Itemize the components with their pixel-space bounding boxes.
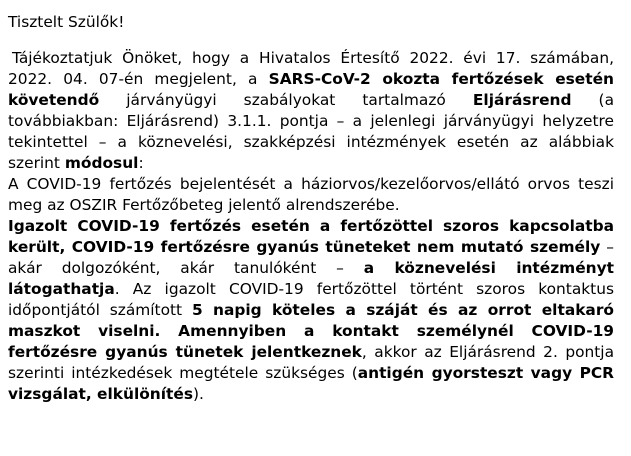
p3-bold-4: antigén gyorsteszt vagy PCR vizsgálat, elkülönítés [8, 364, 614, 403]
document-body [8, 0, 614, 405]
p3-text-3: , akkor az Eljárásrend 2. pontja szerinti intézkedések megtétele szükséges ( [8, 343, 614, 382]
p1-bold-1: SARS-CoV-2 okozta fertőzések esetén követendő [8, 70, 614, 109]
p3-text-2: . Az igazolt COVID-19 fertőzöttel történt szoros kontaktus időpontjától számított [8, 280, 614, 319]
paragraph-contact-rules [8, 216, 614, 405]
p3-bold-1: Igazolt COVID-19 fertőzés esetén a fertőzöttel szoros kapcsolatba került, COVID-19 fertőzésre gyanús tüneteket nem mutató személy [8, 217, 614, 256]
p1-bold-2: Eljárásrend [472, 91, 572, 109]
p1-text-4: : [138, 154, 144, 172]
paragraph-notice [8, 48, 614, 174]
p3-bold-3: 5 napig köteles a száját és az orrot eltakaró maszkot viselni. Amennyiben a kontakt személynél COVID-19 fertőzésre gyanús tünetek jelentkeznek [8, 301, 614, 361]
p1-text-1: Tájékoztatjuk Önöket, hogy a Hivatalos Értesítő 2022. évi 17. számában, 2022. 04. 07-én megjelent, a [8, 49, 614, 88]
p1-text-2: járványügyi szabályokat tartalmazó [99, 91, 473, 109]
greeting: Tisztelt Szülők! [8, 13, 125, 31]
paragraph-reporting [8, 174, 614, 216]
p3-text-4: ). [193, 385, 204, 403]
p3-bold-2: a köznevelési intézményt látogathatja [8, 259, 614, 298]
p3-text-1: – akár dolgozóként, akár tanulóként – [8, 238, 615, 277]
p1-bold-3: módosul [64, 154, 139, 172]
p2-text-1: A COVID-19 fertőzés bejelentését a háziorvos/kezelőorvos/ellátó orvos teszi meg az OSZIR Fertőzőbeteg jelentő alrendszerébe. [8, 175, 614, 214]
p1-text-3: (a továbbiakban: Eljárásrend) 3.1.1. pontja – a jelenlegi járványügyi helyzetre tekintettel – a köznevelési, szakképzési intézmények esetén az alábbiak szerint [8, 91, 614, 172]
